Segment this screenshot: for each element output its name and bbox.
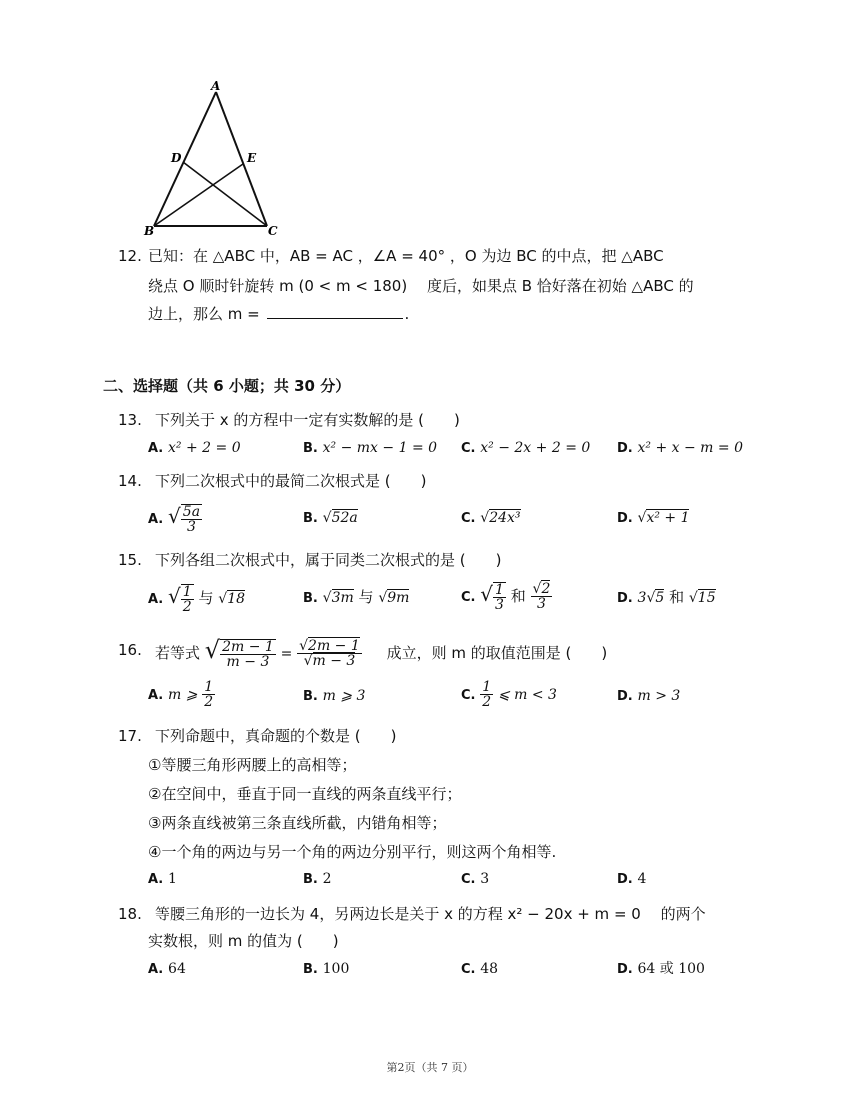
option-label: B. [303, 962, 318, 977]
option-text: 2 [322, 871, 332, 887]
option-label: C. [461, 441, 476, 456]
side-ab [154, 92, 216, 226]
q17-option-a[interactable] [148, 868, 177, 890]
option-text: m > 3 [637, 688, 681, 704]
option-label: D. [617, 962, 633, 977]
q16-option-b[interactable] [303, 685, 365, 707]
q17-stem: 下列命题中，真命题的个数是 ( ) [155, 727, 397, 745]
q12-number: 12. [118, 247, 142, 265]
fraction-numerator: 1 [482, 679, 492, 695]
q13-option-d[interactable] [617, 437, 743, 459]
option-text: 64 或 100 [637, 961, 705, 977]
q13-number: 13. [118, 411, 142, 429]
option-text: 48 [480, 961, 499, 977]
option-label: C. [461, 962, 476, 977]
option-label: D. [617, 511, 633, 526]
option-text: m ⩾ 3 [322, 688, 366, 704]
vertex-label-b: B [144, 224, 155, 238]
option-text: 4 [637, 871, 647, 887]
fraction [480, 680, 493, 709]
option-text: 100 [322, 961, 350, 977]
q16-stem [155, 626, 607, 678]
fraction-denominator: 2 [182, 598, 192, 615]
radical-sign: √ [168, 504, 181, 528]
q15-option-d[interactable] [617, 587, 716, 609]
radicand-fraction [181, 504, 202, 534]
option-text: x² − mx − 1 = 0 [322, 440, 438, 456]
q15-number: 15. [118, 551, 142, 569]
radicand: 18 [227, 591, 246, 607]
option-text: x² − 2x + 2 = 0 [480, 440, 591, 456]
radical-sign: √ [168, 584, 181, 608]
lhs-fraction [220, 639, 276, 669]
joiner-text: 和 [669, 588, 685, 606]
q17-option-b[interactable] [303, 868, 332, 890]
option-label: A. [148, 688, 164, 703]
radical-sign: √ [480, 582, 494, 606]
fraction [202, 680, 215, 709]
radical-sign: √ [378, 590, 388, 606]
radical-sign: √ [204, 636, 221, 664]
q13-option-c[interactable] [461, 437, 590, 459]
q18-option-a[interactable] [148, 958, 186, 980]
option-label: A. [148, 872, 164, 887]
fraction-denominator [297, 654, 362, 668]
joiner-text: 与 [358, 588, 374, 606]
q14-option-a[interactable] [148, 500, 202, 536]
option-label: A. [148, 441, 164, 456]
fraction-denominator: 2 [204, 694, 214, 710]
q14-option-b[interactable] [303, 507, 358, 529]
radical-sign: √ [299, 638, 309, 654]
q12-line2: 绕点 O 顺时针旋转 m (0 < m < 180) 度后，如果点 B 恰好落在初始 △ABC 的 [148, 277, 694, 295]
q17-statement-1: ①等腰三角形两腰上的高相等； [148, 756, 357, 774]
q17-number: 17. [118, 727, 142, 745]
q14-option-c[interactable] [461, 507, 521, 529]
option-label: C. [461, 688, 476, 703]
joiner-text: 和 [510, 587, 526, 605]
q15-option-a[interactable] [148, 580, 245, 616]
coefficient: 3 [637, 590, 647, 606]
option-text: 3 [480, 871, 490, 887]
rhs-fraction [297, 639, 362, 668]
option-label: B. [303, 872, 318, 887]
fraction-denominator: 3 [536, 596, 546, 612]
q18-option-b[interactable] [303, 958, 349, 980]
q17-statement-4: ④一个角的两边与另一个角的两边分别平行，则这两个角相等. [148, 843, 557, 861]
fraction-denominator: 3 [186, 518, 196, 535]
fraction-denominator: 2 [482, 694, 492, 710]
radicand: 2m − 1 [308, 638, 360, 654]
radical-sign: √ [322, 510, 332, 526]
equals-sign: = [280, 646, 293, 662]
option-label: C. [461, 872, 476, 887]
radical-sign: √ [532, 581, 542, 597]
option-text: 1 [168, 871, 177, 887]
radical-sign: √ [322, 590, 332, 606]
fraction-numerator: 5a [182, 503, 201, 520]
radicand: 15 [697, 590, 716, 606]
option-label: D. [617, 441, 633, 456]
q13-option-b[interactable] [303, 437, 437, 459]
option-text: 64 [168, 961, 186, 977]
option-label: B. [303, 689, 318, 704]
fraction-denominator: m − 3 [226, 653, 270, 670]
option-label: B. [303, 591, 318, 606]
fraction-numerator: 2m − 1 [222, 638, 274, 655]
vertex-label-d: D [171, 151, 182, 165]
radical-sign: √ [646, 590, 656, 606]
radical-sign: √ [480, 510, 490, 526]
vertex-label-e: E [247, 151, 257, 165]
q16-option-d[interactable] [617, 685, 680, 707]
radicand: 9m [387, 590, 410, 606]
radical-sign: √ [637, 510, 647, 526]
q17-option-d[interactable] [617, 868, 646, 890]
q12-line3 [148, 304, 409, 324]
q13-option-a[interactable] [148, 437, 241, 459]
option-text: x² + 2 = 0 [168, 440, 241, 456]
q18-option-c[interactable] [461, 958, 498, 980]
radicand: 3m [331, 590, 354, 606]
q17-statement-3: ③两条直线被第三条直线所截，内错角相等； [148, 814, 447, 832]
option-text: x² + x − m = 0 [637, 440, 743, 456]
option-label: A. [148, 962, 164, 977]
q16-option-c[interactable] [461, 678, 557, 712]
fraction-numerator [531, 582, 553, 597]
q12-line1: 已知：在 △ABC 中，AB = AC ，∠A = 40° ，O 为边 BC 的中点，把 △ABC [148, 247, 664, 265]
option-label: A. [148, 592, 164, 607]
q17-option-c[interactable] [461, 868, 489, 890]
radicand: 2 [541, 581, 551, 597]
radicand: x² + 1 [646, 510, 690, 526]
q16-suffix: 成立，则 m 的取值范围是 ( ) [386, 644, 608, 662]
option-label: A. [148, 512, 164, 527]
page-footer: 第2页（共 7 页） [386, 1061, 474, 1074]
radical-sign: √ [218, 591, 228, 607]
q12-line3-end: . [404, 305, 410, 323]
q18-number: 18. [118, 905, 142, 923]
joiner-text: 与 [198, 589, 214, 607]
q16-option-a[interactable] [148, 678, 215, 712]
q18-line2: 实数根，则 m 的值为 ( ) [148, 932, 339, 950]
option-text: m ⩾ [168, 687, 198, 703]
fraction-numerator: 1 [182, 583, 192, 600]
q18-option-d[interactable] [617, 958, 705, 980]
radicand: 24x³ [489, 510, 521, 526]
q18-line1: 等腰三角形的一边长为 4，另两边长是关于 x 的方程 x² − 20x + m = 0 的两个 [155, 905, 706, 923]
option-label: B. [303, 441, 318, 456]
option-label: B. [303, 511, 318, 526]
radicand: 5 [655, 590, 665, 606]
q14-stem: 下列二次根式中的最简二次根式是 ( ) [155, 472, 427, 490]
fraction-denominator: 3 [495, 596, 504, 613]
q14-number: 14. [118, 472, 142, 490]
option-label: C. [461, 511, 476, 526]
fraction [531, 582, 553, 611]
vertex-label-c: C [268, 224, 278, 238]
fraction-numerator: 1 [204, 679, 214, 695]
fraction-numerator: 1 [495, 581, 504, 598]
option-text: ⩽ m < 3 [497, 687, 557, 703]
q13-stem: 下列关于 x 的方程中一定有实数解的是 ( ) [155, 411, 460, 429]
option-label: C. [461, 590, 476, 605]
radical-sign: √ [303, 653, 313, 669]
option-label: D. [617, 872, 633, 887]
radicand: m − 3 [312, 653, 356, 669]
q16-prefix: 若等式 [155, 644, 201, 662]
vertex-label-a: A [211, 79, 221, 93]
radicand-fraction [181, 584, 194, 614]
radicand-fraction [493, 582, 506, 612]
triangle-figure [140, 78, 290, 238]
q15-stem: 下列各组二次根式中，属于同类二次根式的是 ( ) [155, 551, 502, 569]
q12-answer-blank[interactable] [267, 304, 403, 319]
radical-sign: √ [688, 590, 698, 606]
option-label: D. [617, 689, 633, 704]
q14-option-d[interactable] [617, 507, 689, 529]
section-title: 二、选择题（共 6 小题；共 30 分） [103, 377, 351, 395]
q15-option-b[interactable] [303, 587, 409, 609]
q17-statement-2: ②在空间中，垂直于同一直线的两条直线平行； [148, 785, 462, 803]
q16-number: 16. [118, 641, 142, 659]
radicand: 52a [331, 510, 358, 526]
q15-option-c[interactable] [461, 578, 552, 614]
option-label: D. [617, 591, 633, 606]
q12-line3-text: 边上，那么 m = [148, 305, 265, 323]
